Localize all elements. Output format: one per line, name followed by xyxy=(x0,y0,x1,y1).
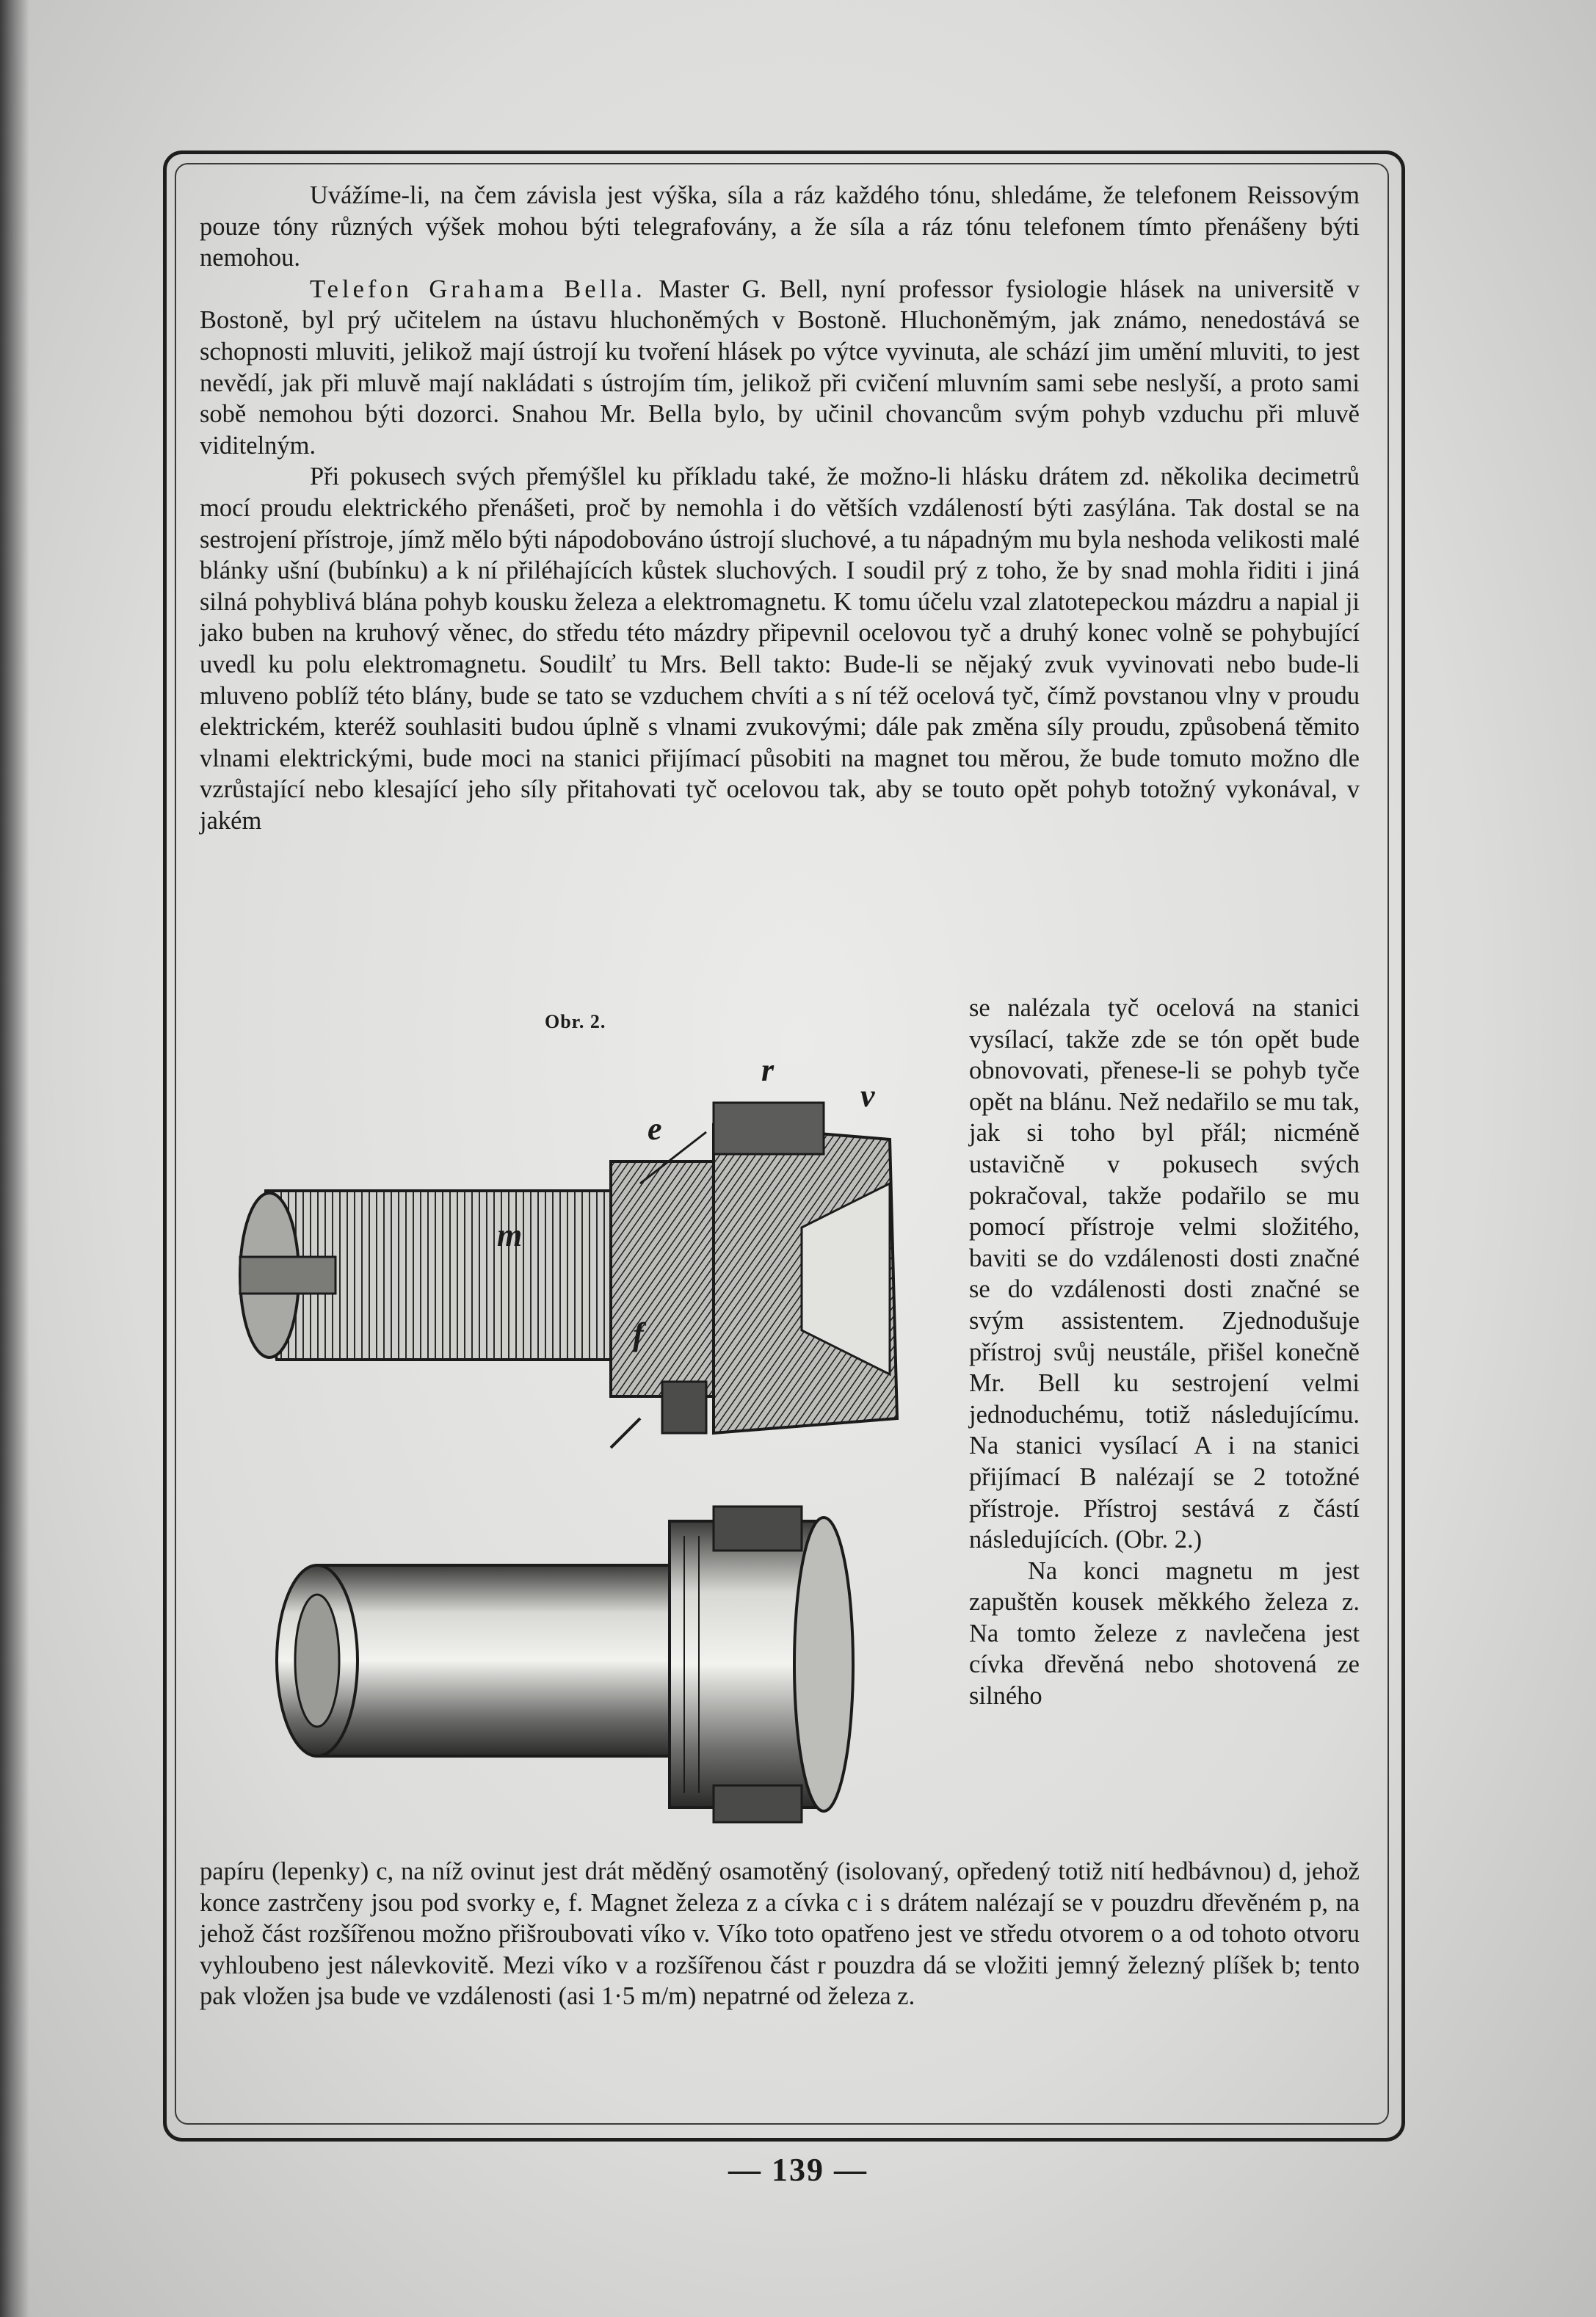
telephone-cross-section-illustration xyxy=(200,1037,948,1506)
bottom-paragraph: papíru (lepenky) c, na níž ovinut jest drát měděný osamotěný (isolovaný, opředený totiž nití hedbávnou) d, jehož konce zastrčeny jsou pod svorky e, f. Magnet železa z a cívka c i s drátem nalézají se v pouzdru dřevěném p, na jehož část rozšířenou možno přišroubovati víko v. Víko toto opatřeno jest ve středu otvorem o a od tohoto otvoru vyhloubeno jest nálevkovitě. Mezi víko v a rozšířenou část r pouzdra dá se vložiti jemný železný plíšek b; tento pak vložen jsa bude ve vzdálenosti (asi 1·5 m/m) nepatrné od železa z. xyxy=(200,1857,1360,2011)
figure-label-v: v xyxy=(860,1078,875,1114)
figure-2 xyxy=(200,1007,948,1859)
page-number: — 139 — xyxy=(728,2152,868,2188)
column-paragraph-1: se nalézala tyč ocelová na stanici vysílací, takže zde se tón opět bude obnovovati, přenese-li se pohyb tyče opět na blánu. Než nedařilo se mu tak, jak si toho byl přál; nicméně ustavičně v pokusech svých pokračoval, takže podařilo se mu pomocí přístroje velmi složitého, baviti se do vzdálenosti dosti značné se do vzdálenosti dosti značné se svým assistentem. Zjednodušuje přístroj svůj neustále, přišel konečně Mr. Bell ku sestrojení velmi jednoduchému, totiž následujícímu. Na stanici vysílací A i na stanici přijímací B nalézají se 2 totožné přístroje. Přístroj sestává z částí následujících. (Obr. 2.) xyxy=(969,994,1360,1554)
page-edge-shadow xyxy=(0,0,29,2317)
section-heading-telefon-bella: Telefon Grahama Bella. xyxy=(310,275,646,303)
paragraph-2 xyxy=(200,274,1360,462)
bottom-text xyxy=(200,1856,1360,2012)
figure-label-m: m xyxy=(497,1217,523,1253)
main-text xyxy=(200,180,1360,836)
paragraph-2-text: Master G. Bell, nyní professor fysiologie hlásek na universitě v Bostoně, byl prý učitelem na ústavu hluchoněmých v Bostoně. Hluchoněmým, jak známo, nenedostává se schopnosti mluviti, jelikož mají ústrojí ku tvoření hlásek po výtce vyvinuta, ale schází jim umění mluviti, to jest nevědí, jak při mluvě mají nakládati s ústrojím tím, jelikož při cvičení mluvním sami sebe neslyší, a proto sami sobě nemohou býti dozorci. Snahou Mr. Bella bylo, by učinil chovancům svým pohyb vzduchu při mluvě viditelným. xyxy=(200,275,1360,460)
paragraph-1: Uvážíme-li, na čem závisla jest výška, síla a ráz každého tónu, shledáme, že telefonem Reissovým pouze tóny různých výšek mohou býti telegrafovány, a že síla a ráz tónu telefonem tímto přenášeny býti nemohou. xyxy=(200,181,1360,272)
paragraph-3: Při pokusech svých přemýšlel ku příkladu také, že možno-li hlásku drátem zd. několika decimetrů mocí proudu elektrického přenášeti, proč by nemohla i do větších vzdáleností býti zasýlána. Tak dostal se na sestrojení přístroje, jímž mělo býti nápodobováno ústrojí sluchové, a tu nápadným mu byla neshoda velikosti malé blánky ušní (bubínku) a k ní přiléhajících kůstek sluchových. I soudil prý z toho, že by snad mohla řiditi i jiná silná pohyblivá blána pohyb kousku železa a elektromagnetu. K tomu účelu vzal zlatotepeckou mázdru a napial ji jako buben na kruhový věnec, do středu této mázdry připevnil ocelovou tyč a druhý konec volně se pohybující uvedl ku polu elektromagnetu. Soudilť tu Mrs. Bell takto: Bude-li se nějaký zvuk vyvinovati nebo bude-li mluveno poblíž této blány, bude se tato se vzduchem chvíti a s ní též ocelová tyč, čímž povstanou vlny v proudu elektrickém, kteréž souhlasiti budou úplně s vlnami zvukovými; dále pak změna síly proudu, způsobená těmito vlnami elektrickými, bude moci na stanici přijímací působiti na magnet tou měrou, že bude tomuto možno dle vzrůstající nebo klesající jeho síly přitahovati tyč ocelovou tak, aby se touto opět pohyb totožný vykonával, v jakém xyxy=(200,463,1360,835)
figure-label-f: f xyxy=(633,1316,644,1352)
figure-caption: Obr. 2. xyxy=(545,1011,606,1032)
figure-label-r: r xyxy=(761,1052,775,1088)
telephone-exterior-illustration xyxy=(200,1492,948,1844)
figure-label-e: e xyxy=(648,1111,662,1147)
figure-side-column xyxy=(969,993,1360,1712)
column-paragraph-2: Na konci magnetu m jest zapuštěn kousek měkkého železa z. Na tomto železe z navlečena jest cívka dřevěná nebo shotovená ze silného xyxy=(969,1556,1360,1711)
